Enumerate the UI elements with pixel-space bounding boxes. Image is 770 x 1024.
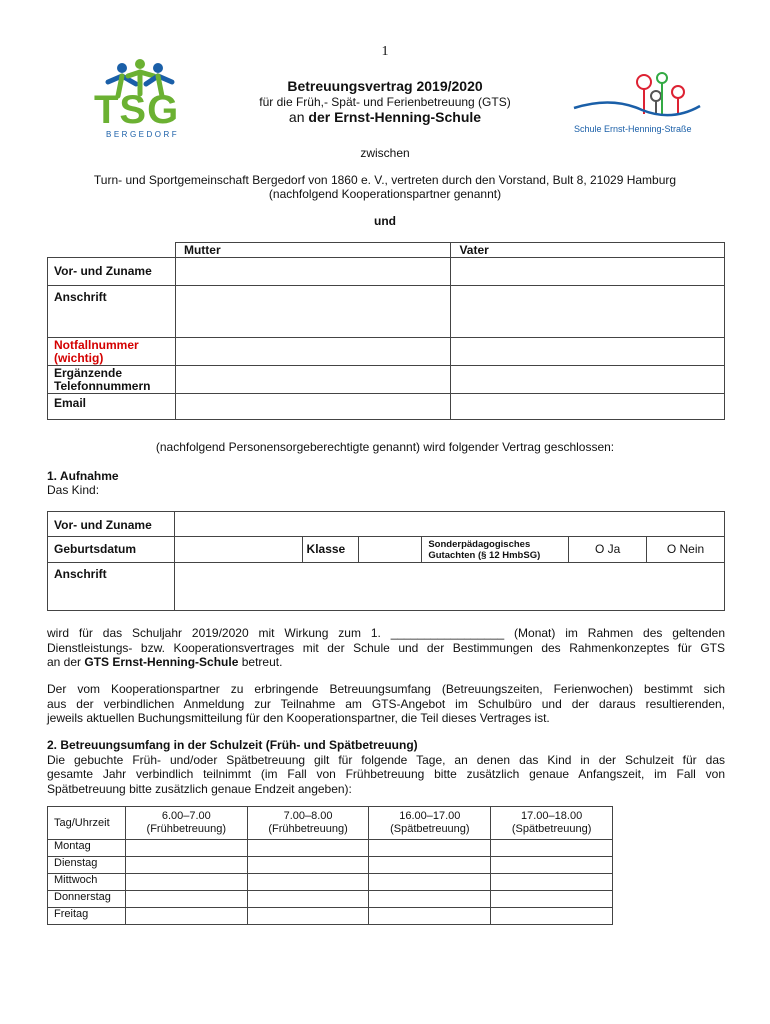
und-text: und (374, 214, 396, 228)
class-label: Klasse (302, 537, 358, 563)
special-needs-yes-option[interactable]: O Ja (569, 537, 647, 563)
schedule-cell[interactable] (247, 874, 369, 891)
phone-label-line1: Ergänzende (54, 366, 123, 380)
slot-type: (Frühbetreuung) (268, 823, 348, 835)
slot-time: 16.00–17.00 (399, 810, 461, 822)
schedule-cell[interactable] (125, 908, 247, 925)
tsg-logo-subtext: BERGEDORF (106, 130, 180, 139)
section2-line2: gesamte Jahr verbindlich teilnimmt (im Fall von Frühbetreuung bitte zusätzlich genaue Anfangszeit, im Fall von (47, 767, 725, 781)
schedule-cell[interactable] (491, 857, 613, 874)
contract-title: Betreuungsvertrag 2019/2020 (287, 78, 483, 94)
para1-line3-bold: GTS Ernst-Henning-Schule (84, 655, 239, 669)
father-emergency-field[interactable] (451, 338, 725, 366)
para2-line2: aus der verbindlichen Anmeldung zur Teilnahme am GTS-Angebot im Schulbüro und der daraus resultierenden, (47, 696, 725, 711)
birthdate-field[interactable] (174, 537, 302, 563)
school-line (220, 109, 550, 125)
para1-line1: wird für das Schuljahr 2019/2020 mit Wirkung zum 1. _________________ (Monat) im Rahmen des geltenden (47, 626, 725, 640)
school-logo-graphic-icon (572, 70, 702, 122)
slot-header (369, 807, 491, 840)
tsg-logo (92, 58, 192, 138)
slot-type: (Spätbetreuung) (390, 823, 470, 835)
father-header: Vater (451, 243, 725, 258)
schedule-cell[interactable] (491, 874, 613, 891)
parents-emergency-row (48, 338, 725, 366)
section1-heading: 1. Aufnahme (47, 469, 119, 483)
slot-header (125, 807, 247, 840)
child-address-label: Anschrift (48, 563, 175, 611)
schedule-cell[interactable] (247, 857, 369, 874)
school-line-prefix: an (288, 109, 305, 125)
mother-email-field[interactable] (175, 394, 451, 420)
special-needs-no-option[interactable]: O Nein (647, 537, 725, 563)
mother-phone-field[interactable] (175, 366, 451, 394)
partner-line: Turn- und Sportgemeinschaft Bergedorf von 1860 e. V., vertreten durch den Vorstand, Bult 8, 21029 Hamburg (93, 173, 677, 187)
schedule-row (48, 874, 613, 891)
para1-line3-post: betreut. (241, 655, 283, 669)
class-field[interactable] (358, 537, 422, 563)
parents-header-row (48, 243, 725, 258)
father-address-field[interactable] (451, 286, 725, 338)
paragraph-enrollment (47, 626, 725, 670)
schedule-cell[interactable] (369, 874, 491, 891)
schedule-cell[interactable] (125, 840, 247, 857)
slot-type: (Frühbetreuung) (146, 823, 227, 835)
day-label: Donnerstag (48, 891, 126, 908)
parents-table (47, 242, 725, 420)
day-label: Montag (48, 840, 126, 857)
empty-corner-cell (48, 243, 176, 258)
mother-emergency-field[interactable] (175, 338, 451, 366)
slot-header (247, 807, 369, 840)
day-label: Dienstag (48, 857, 126, 874)
schedule-corner: Tag/Uhrzeit (48, 807, 126, 840)
schedule-cell[interactable] (369, 891, 491, 908)
schedule-header-row (48, 807, 613, 840)
emergency-label-line2: (wichtig) (54, 351, 104, 365)
child-name-field[interactable] (174, 512, 724, 537)
para1-line2: Dienstleistungs- bzw. Kooperationsvertrages mit der Schule und der Bestimmungen des Rahmenkonzeptes für GTS (47, 640, 725, 655)
schedule-cell[interactable] (491, 840, 613, 857)
schedule-cell[interactable] (369, 857, 491, 874)
mother-name-field[interactable] (175, 258, 451, 286)
schedule-row (48, 908, 613, 925)
father-email-field[interactable] (451, 394, 725, 420)
birthdate-label: Geburtsdatum (48, 537, 175, 563)
schedule-row (48, 891, 613, 908)
schedule-cell[interactable] (125, 891, 247, 908)
email-label: Email (48, 394, 176, 420)
schedule-cell[interactable] (247, 840, 369, 857)
parents-phone-row (48, 366, 725, 394)
child-name-row (48, 512, 725, 537)
schedule-cell[interactable] (369, 908, 491, 925)
schedule-row (48, 840, 613, 857)
school-logo-text: Schule Ernst-Henning-Straße (574, 124, 692, 134)
slot-time: 6.00–7.00 (161, 810, 211, 822)
section2 (47, 738, 725, 796)
address-label: Anschrift (48, 286, 176, 338)
parents-email-row (48, 394, 725, 420)
school-logo (572, 70, 702, 140)
special-needs-line2: Gutachten (§ 12 HmbSG) (428, 550, 541, 561)
zwischen-text: zwischen (360, 146, 410, 160)
schedule-cell[interactable] (247, 908, 369, 925)
para1-line3 (47, 655, 725, 670)
section2-line3: Spätbetreuung bitte zusätzlich genaue Endzeit angeben): (47, 781, 352, 796)
slot-time: 17.00–18.00 (521, 810, 583, 822)
section1-subheading: Das Kind: (47, 483, 100, 497)
section2-heading: 2. Betreuungsumfang in der Schulzeit (Früh- und Spätbetreuung) (47, 738, 418, 752)
mother-header: Mutter (175, 243, 451, 258)
name-label: Vor- und Zuname (48, 258, 176, 286)
child-birth-row (48, 537, 725, 563)
slot-type: (Spätbetreuung) (511, 823, 592, 835)
paragraph-scope (47, 682, 725, 726)
schedule-cell[interactable] (247, 891, 369, 908)
schedule-cell[interactable] (125, 857, 247, 874)
schedule-row (48, 857, 613, 874)
schedule-table (47, 806, 613, 925)
father-name-field[interactable] (451, 258, 725, 286)
child-name-label: Vor- und Zuname (48, 512, 175, 537)
schedule-cell[interactable] (491, 891, 613, 908)
school-line-name: der Ernst-Henning-Schule (308, 109, 482, 125)
parents-name-row (48, 258, 725, 286)
emergency-label (48, 338, 176, 366)
child-address-field[interactable] (174, 563, 724, 611)
para1-line3-pre: an der (47, 655, 82, 669)
parents-address-row (48, 286, 725, 338)
para2-line1: Der vom Kooperationspartner zu erbringende Betreuungsumfang (Betreuungszeiten, Ferienwochen) bestimmt sich (47, 682, 725, 696)
father-phone-field[interactable] (451, 366, 725, 394)
page-number: 1 (381, 44, 389, 59)
para2-line3: jeweils aktuellen Buchungsmitteilung für den Kooperationspartner, die Teil dieses Vertrages ist. (47, 711, 550, 725)
schedule-cell[interactable] (125, 874, 247, 891)
contract-subtitle: für die Früh,- Spät- und Ferienbetreuung (GTS) (259, 95, 511, 109)
partner-note: (nachfolgend Kooperationspartner genannt) (268, 187, 502, 201)
schedule-cell[interactable] (491, 908, 613, 925)
child-table (47, 511, 725, 611)
special-needs-line1: Sonderpädagogisches (428, 539, 531, 550)
phone-label-line2: Telefonnummern (54, 379, 151, 393)
contract-note: (nachfolgend Personensorgeberechtigte genannt) wird folgender Vertrag geschlossen: (155, 440, 615, 454)
day-label: Mittwoch (48, 874, 126, 891)
schedule-cell[interactable] (369, 840, 491, 857)
phone-label (48, 366, 176, 394)
mother-address-field[interactable] (175, 286, 451, 338)
emergency-label-line1: Notfallnummer (54, 338, 139, 352)
special-needs-label (422, 537, 569, 563)
section2-line1: Die gebuchte Früh- und/oder Spätbetreuung gilt für folgende Tage, an denen das Kind in der Schulzeit für das (47, 752, 725, 767)
day-label: Freitag (48, 908, 126, 925)
child-address-row (48, 563, 725, 611)
tsg-logo-text: TSG (94, 88, 180, 132)
slot-time: 7.00–8.00 (283, 810, 333, 822)
slot-header (491, 807, 613, 840)
